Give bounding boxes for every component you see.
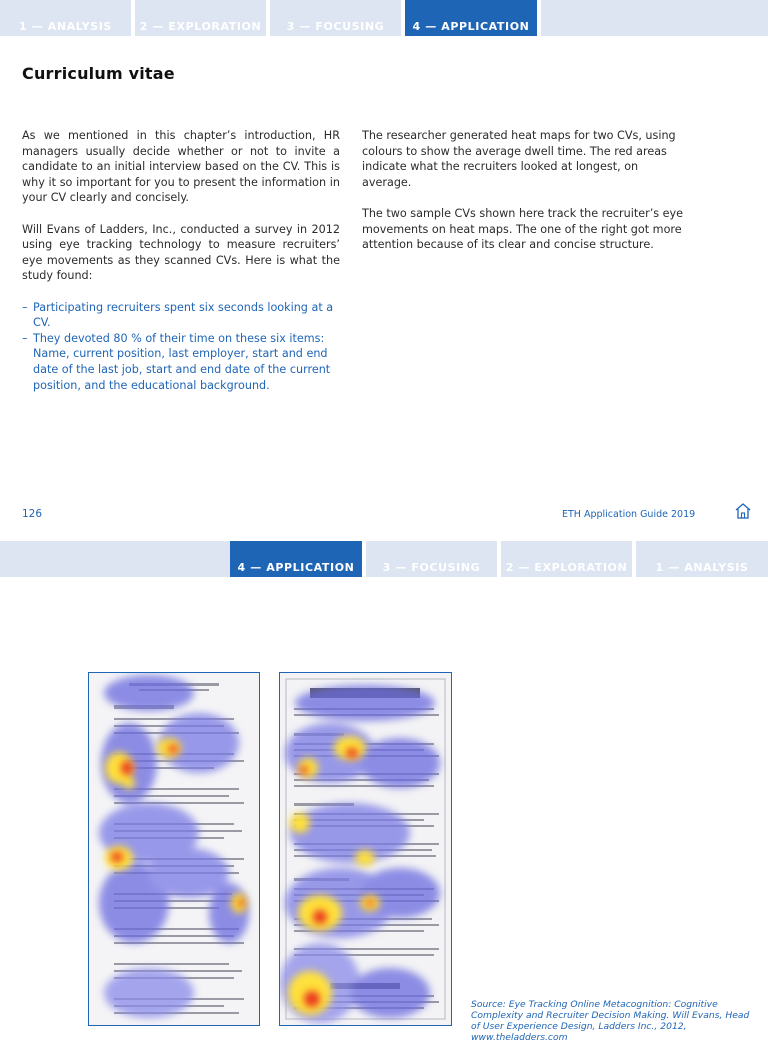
tab-exploration[interactable]: 2 — EXPLORATION: [501, 541, 636, 577]
source-citation: Source: Eye Tracking Online Metacognition: Cognitive Complexity and Recruiter Decision Making. Will Evans, Head of User Experience Design, Ladders Inc., 2012, www.theladders.com: [471, 999, 750, 1043]
intro-paragraph: As we mentioned in this chapter’s introduction, HR managers usually decide whether or not to invite a candidate to an initial interview based on the CV. This is why it so important for you to present the information in your CV clearly and concisely.: [22, 129, 340, 205]
page-number: 126: [22, 508, 43, 520]
page-title: Curriculum vitae: [22, 64, 175, 83]
tab-application[interactable]: 4 — APPLICATION: [405, 0, 537, 36]
cv-heatmap-left: [88, 672, 260, 1026]
tab-application[interactable]: 4 — APPLICATION: [230, 541, 366, 577]
heatmap-image: [89, 673, 259, 1025]
heatmap-image: [280, 673, 451, 1025]
guide-title: ETH Application Guide 2019: [562, 509, 696, 520]
list-item: – They devoted 80 % of their time on these six items: Name, current position, last employer, start and end date of the last job, start and end date of the current position, and the educational background.: [22, 331, 340, 393]
left-column: [22, 128, 340, 393]
tab-exploration[interactable]: 2 — EXPLORATION: [135, 0, 270, 36]
tab-analysis[interactable]: 1 — ANALYSIS: [636, 541, 768, 577]
tab-focusing[interactable]: 3 — FOCUSING: [366, 541, 501, 577]
cv-heatmap-right: [279, 672, 452, 1026]
heatmap-paragraph: The researcher generated heat maps for two CVs, using colours to show the average dwell time. The red areas indicate what the recruiters looked at longest, on average.: [362, 129, 676, 189]
list-item: – Participating recruiters spent six seconds looking at a CV.: [22, 300, 340, 331]
top-tab-bar: [0, 0, 768, 36]
right-column: [362, 128, 684, 268]
tab-empty: [541, 0, 768, 36]
tab-focusing[interactable]: 3 — FOCUSING: [270, 0, 405, 36]
tab-empty: [0, 541, 230, 577]
survey-paragraph: Will Evans of Ladders, Inc., conducted a survey in 2012 using eye tracking technology to measure recruiters’ eye movements as they scanned CVs. Here is what the study found:: [22, 222, 340, 283]
tab-analysis[interactable]: 1 — ANALYSIS: [0, 0, 135, 36]
findings-list: [22, 300, 340, 394]
home-icon[interactable]: [735, 502, 751, 520]
samples-paragraph: The two sample CVs shown here track the recruiter’s eye movements on heat maps. The one of the right got more attention because of its clear and concise structure.: [362, 206, 684, 252]
bottom-tab-bar: [0, 541, 768, 577]
